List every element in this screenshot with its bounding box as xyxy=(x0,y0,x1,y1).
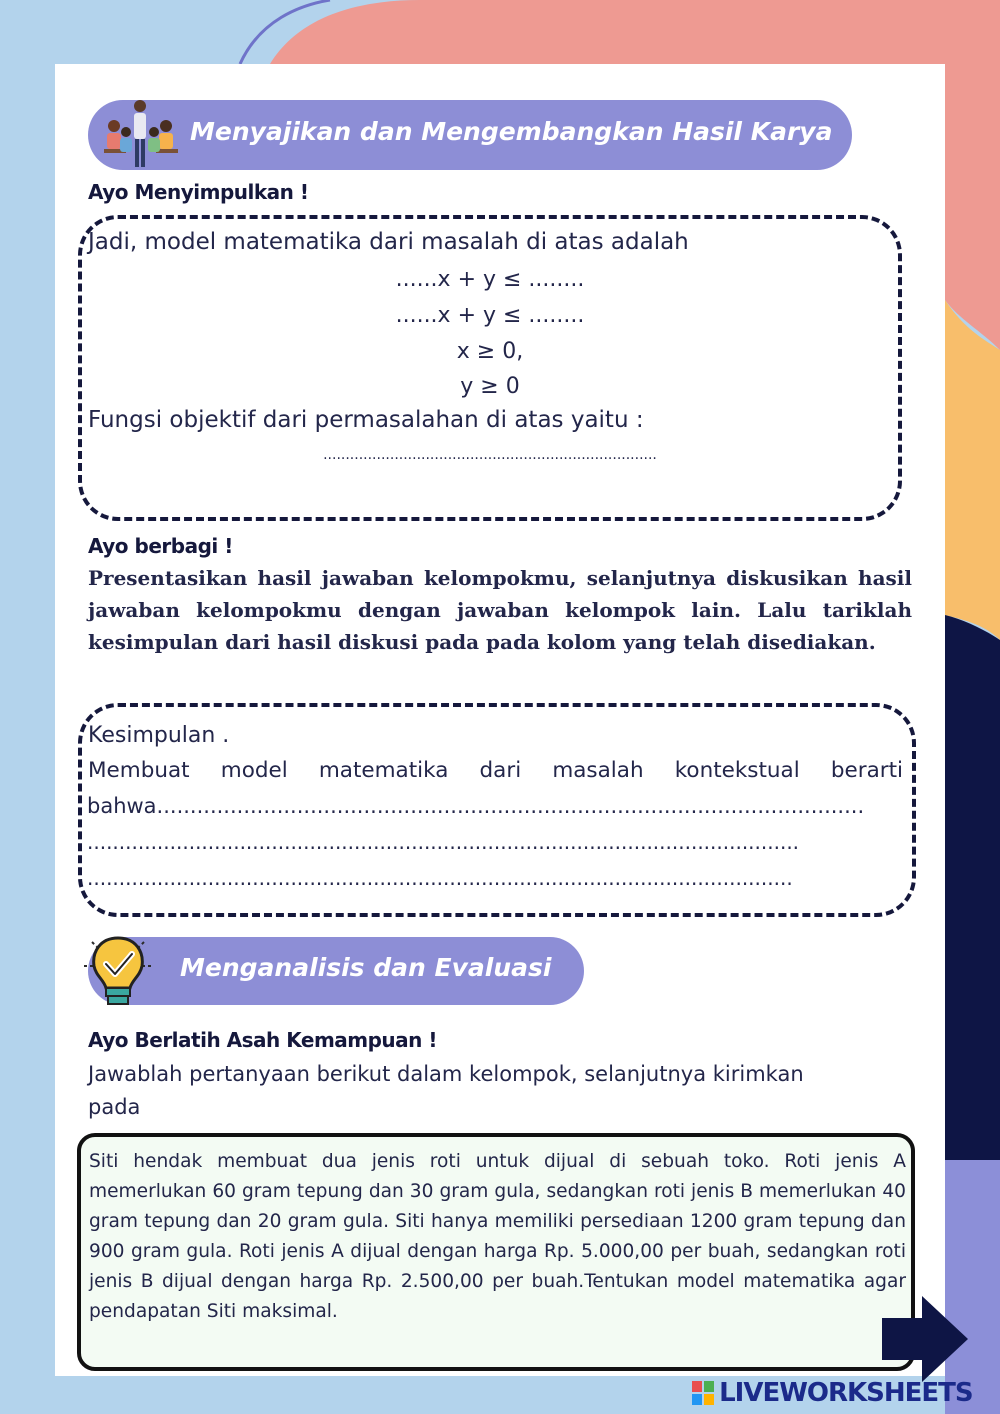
heading-practice: Ayo Berlatih Asah Kemampuan ! xyxy=(88,1028,437,1052)
constraint-4-text: y ≥ 0 xyxy=(460,374,520,399)
constraint-1[interactable] xyxy=(82,267,898,292)
arrow-right-icon[interactable] xyxy=(882,1296,972,1382)
conclusion-title: Kesimpulan . xyxy=(88,723,230,748)
banner-title-presentation: Menyajikan dan Mengembangkan Hasil Karya xyxy=(190,117,833,146)
constraint-3 xyxy=(82,339,898,364)
conclusion-model-box xyxy=(78,215,902,521)
practice-instruction-line-2: pada xyxy=(88,1095,141,1119)
objective-answer-blank[interactable]: ........................................................................... xyxy=(323,447,657,463)
heading-conclude: Ayo Menyimpulkan ! xyxy=(88,180,309,204)
share-paragraph-line-3: kesimpulan dari hasil diskusi pada pada kolom yang telah disediakan. xyxy=(88,630,876,654)
banner-title-analysis: Menganalisis dan Evaluasi xyxy=(180,953,552,982)
conclusion-answer-line-3[interactable]: ............................................................................................................... xyxy=(87,866,793,890)
model-intro-text: Jadi, model matematika dari masalah di atas adalah xyxy=(88,229,689,255)
conclusion-prompt: Membuat model matematika dari masalah kontekstual berarti xyxy=(88,758,903,783)
teacher-students-illustration xyxy=(94,96,186,174)
constraint-1-text: ......x + y ≤ ........ xyxy=(395,267,585,292)
share-paragraph-line-2: jawaban kelompokmu dengan jawaban kelompok lain. Lalu tariklah xyxy=(88,598,912,622)
conclusion-answer-line-2[interactable]: ................................................................................................................ xyxy=(87,830,800,854)
constraint-3-text: x ≥ 0, xyxy=(456,339,524,364)
problem-text: Siti hendak membuat dua jenis roti untuk dijual di sebuah toko. Roti jenis A memerlukan 60 gram tepung dan 30 gram gula, sedangkan roti jenis B memerlukan 40 gram tepung dan 20 gram gula. Siti hanya memiliki persediaan 1200 gram tepung dan 900 gram gula. Roti jenis A dijual dengan harga Rp. 5.000,00 per buah, sedangkan roti jenis B dijual dengan harga Rp. 2.500,00 per buah.Tentukan model matematika agar pendapatan Siti maksimal. xyxy=(89,1151,906,1322)
constraint-2-text: ......x + y ≤ ........ xyxy=(395,303,585,328)
lightbulb-check-icon xyxy=(78,930,158,1012)
share-paragraph-line-1: Presentasikan hasil jawaban kelompokmu, selanjutnya diskusikan hasil xyxy=(88,566,912,590)
liveworksheets-watermark xyxy=(692,1378,973,1408)
constraint-2[interactable] xyxy=(82,303,898,328)
liveworksheets-text: LIVEWORKSHEETS xyxy=(719,1378,973,1408)
objective-label: Fungsi objektif dari permasalahan di atas yaitu : xyxy=(88,407,644,433)
problem-box xyxy=(77,1133,915,1371)
constraint-4 xyxy=(82,374,898,399)
conclusion-answer-line-1[interactable]: bahwa.......................................................................................................... xyxy=(87,794,865,818)
heading-share: Ayo berbagi ! xyxy=(88,534,233,558)
liveworksheets-logo xyxy=(692,1381,714,1405)
practice-instruction-line-1: Jawablah pertanyaan berikut dalam kelompok, selanjutnya kirimkan xyxy=(88,1062,804,1086)
